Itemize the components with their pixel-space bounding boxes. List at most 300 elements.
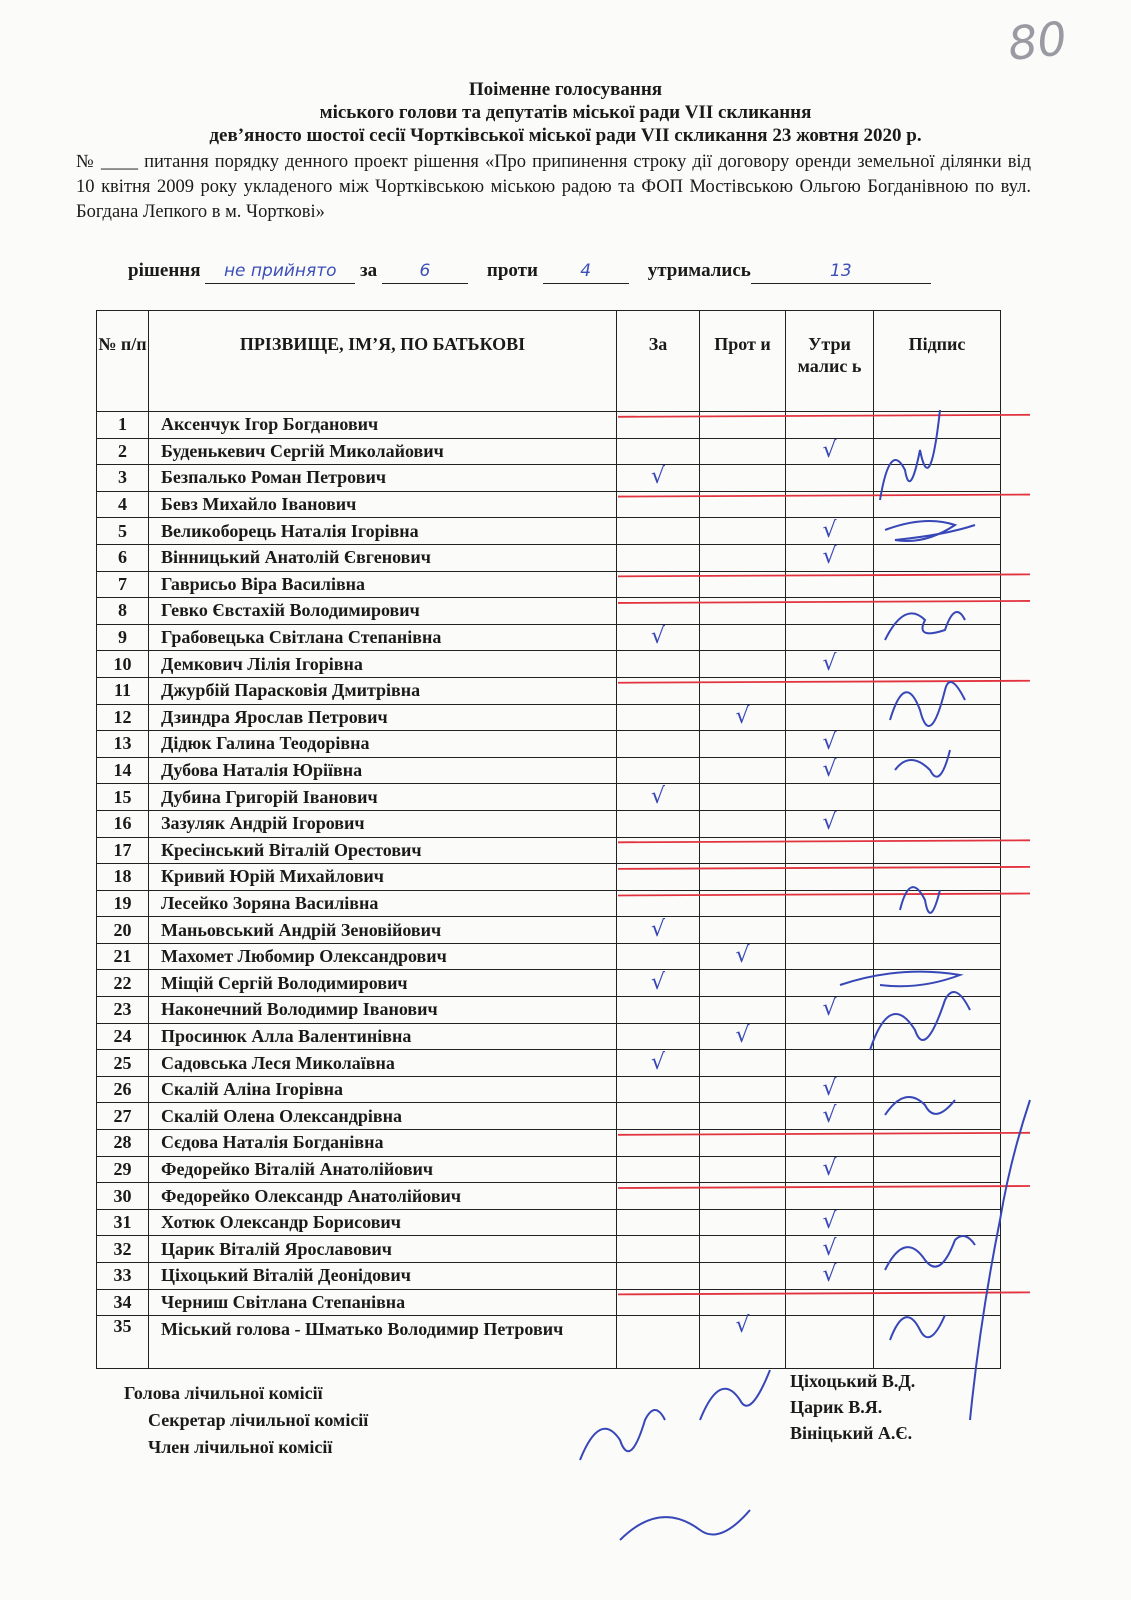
deputy-name: Скалій Аліна Ігорівна [149,1076,617,1103]
vote-for-cell [617,970,700,997]
table-row [97,1050,1001,1077]
vote-abstain-cell [786,970,874,997]
row-number: 27 [97,1103,149,1130]
vote-abstain-cell [786,1076,874,1103]
commission-member-label: Член лічильної комісії [148,1437,333,1457]
signature-cell [874,1236,1001,1263]
vote-for-cell [617,731,700,758]
deputy-name: Сєдова Наталія Богданівна [149,1130,617,1157]
vote-against-cell [700,438,786,465]
vote-for-cell [617,917,700,944]
commission-secretary-name: Царик В.Я. [790,1397,883,1417]
table-row [97,1183,1001,1210]
check-mark-icon: √ [822,544,837,570]
vote-for-cell [617,1130,700,1157]
check-mark-icon: √ [822,757,837,783]
vote-against-cell [700,890,786,917]
header-against: Прот и [700,311,786,412]
deputy-name: Дзиндра Ярослав Петрович [149,704,617,731]
row-number: 29 [97,1156,149,1183]
vote-for-cell [617,571,700,598]
table-row [97,412,1001,439]
check-mark-icon: √ [822,1235,837,1261]
table-row [97,890,1001,917]
deputy-name: Міський голова - Шматько Володимир Петрович [149,1316,617,1369]
vote-against-cell [700,837,786,864]
vote-against-cell [700,518,786,545]
row-number: 28 [97,1130,149,1157]
vote-against-cell [700,704,786,731]
table-row [97,970,1001,997]
vote-abstain-cell [786,704,874,731]
header-num: № п/п [97,311,149,412]
roll-call-table [96,310,1001,1369]
signature-cell [874,571,1001,598]
deputy-name: Черниш Світлана Степанівна [149,1289,617,1316]
row-number: 9 [97,624,149,651]
vote-against-cell [700,1313,786,1369]
table-row [97,704,1001,731]
vote-abstain-cell [786,917,874,944]
deputy-name: Буденькевич Сергій Миколайович [149,438,617,465]
signature-cell [874,412,1001,439]
vote-for-cell [617,624,700,651]
signature-cell [874,465,1001,492]
row-number: 14 [97,757,149,784]
vote-against-cell [700,624,786,651]
row-number: 7 [97,571,149,598]
vote-for-cell [617,598,700,625]
vote-against-cell [700,997,786,1024]
check-mark-icon: √ [822,650,837,676]
table-row [97,1076,1001,1103]
row-number: 30 [97,1183,149,1210]
deputy-name: Вінницький Анатолій Євгенович [149,544,617,571]
row-number: 3 [97,465,149,492]
vote-for-cell [617,1050,700,1077]
deputy-name: Скалій Олена Олександрівна [149,1103,617,1130]
signature-cell [874,943,1001,970]
table-row [97,651,1001,678]
check-mark-icon: √ [822,1209,837,1235]
deputy-name: Джурбій Парасковія Дмитрівна [149,677,617,704]
check-mark-icon: √ [822,730,837,756]
row-number: 24 [97,1023,149,1050]
for-label: за [360,260,378,281]
vote-for-cell [617,837,700,864]
header-signature: Підпис [874,311,1001,412]
row-number: 5 [97,518,149,545]
vote-abstain-cell [786,1183,874,1210]
vote-abstain-cell [786,1130,874,1157]
row-number: 31 [97,1209,149,1236]
row-number: 23 [97,997,149,1024]
header-name: ПРІЗВИЩЕ, ІМ’Я, ПО БАТЬКОВІ [149,311,617,412]
signature-cell [874,438,1001,465]
vote-for-cell [617,864,700,891]
session-line: дев’яносто шостої сесії Чортківської міської ради VII скликання 23 жовтня 2020 р. [209,125,922,146]
commission-secretary-label: Секретар лічильної комісії [148,1410,369,1430]
row-number: 1 [97,412,149,439]
deputy-name: Дідюк Галина Теодорівна [149,731,617,758]
check-mark-icon: √ [650,1049,666,1075]
signature-cell [874,651,1001,678]
table-row [97,624,1001,651]
deputy-name: Дубина Григорій Іванович [149,784,617,811]
check-mark-icon: √ [822,1262,837,1288]
row-number: 8 [97,598,149,625]
vote-against-cell [700,943,786,970]
for-count: 6 [382,261,468,284]
vote-abstain-cell [786,864,874,891]
vote-abstain-cell [786,1023,874,1050]
vote-abstain-cell [786,810,874,837]
vote-abstain-cell [786,784,874,811]
signature-cell [874,598,1001,625]
table-row [97,837,1001,864]
vote-against-cell [700,1183,786,1210]
vote-against-cell [700,757,786,784]
vote-abstain-cell [786,491,874,518]
vote-abstain-cell [786,1209,874,1236]
row-number: 15 [97,784,149,811]
vote-for-cell [617,1236,700,1263]
table-row [97,1209,1001,1236]
row-number: 4 [97,491,149,518]
check-mark-icon: √ [735,943,750,969]
signature-cell [874,1130,1001,1157]
vote-abstain-cell [786,757,874,784]
table-header-row [97,311,1001,412]
table-row [97,465,1001,492]
deputy-name: Царик Віталій Ярославович [149,1236,617,1263]
signature-cell [874,704,1001,731]
check-mark-icon: √ [650,783,666,809]
vote-against-cell [700,651,786,678]
vote-for-cell [617,518,700,545]
table-row [97,438,1001,465]
vote-abstain-cell [786,943,874,970]
vote-for-cell [617,412,700,439]
row-number: 13 [97,731,149,758]
header-abstain: Утри малис ь [786,311,874,412]
deputy-name: Маньовський Андрій Зеновійович [149,917,617,944]
deputy-name: Ціхоцький Віталій Деонідович [149,1263,617,1290]
vote-for-cell [617,890,700,917]
vote-for-cell [617,1263,700,1290]
deputy-name: Федорейко Олександр Анатолійович [149,1183,617,1210]
decision-label: рішення [128,260,201,281]
row-number: 16 [97,810,149,837]
row-number: 20 [97,917,149,944]
row-number: 2 [97,438,149,465]
row-number: 34 [97,1289,149,1316]
signature-cell [874,837,1001,864]
table-row [97,571,1001,598]
vote-against-cell [700,544,786,571]
vote-against-cell [700,810,786,837]
vote-against-cell [700,1289,786,1316]
table-row [97,757,1001,784]
signature-cell [874,970,1001,997]
check-mark-icon: √ [650,969,666,995]
signature-cell [874,997,1001,1024]
vote-abstain-cell [786,837,874,864]
vote-for-cell [617,810,700,837]
deputy-name: Наконечний Володимир Іванович [149,997,617,1024]
vote-against-cell [700,598,786,625]
vote-for-cell [617,943,700,970]
commission-chair-name: Ціхоцький В.Д. [790,1371,916,1391]
document-title: Поіменне голосування [468,79,663,100]
table-row [97,1130,1001,1157]
table-row [97,1316,1001,1369]
deputy-name: Грабовецька Світлана Степанівна [149,624,617,651]
signature-cell [874,917,1001,944]
table-row [97,491,1001,518]
vote-for-cell [617,757,700,784]
row-number: 35 [97,1316,149,1369]
table-row [97,1156,1001,1183]
agenda-item-text: № ____ питання порядку денного проект рішення «Про припинення строку дії договору оренди земельної ділянки від 10 квітня 2009 року укладеного між Чортківською міською радою та ФОП Мостівською Ольгою Богданівною по вул. Богдана Лепкого в м. Чорткові» [76,152,1031,222]
vote-abstain-cell [786,731,874,758]
vote-abstain-cell [786,1263,874,1290]
vote-against-cell [700,1050,786,1077]
signature-cell [874,864,1001,891]
vote-abstain-cell [786,598,874,625]
vote-abstain-cell [786,1316,874,1369]
deputy-name: Кривий Юрій Михайлович [149,864,617,891]
signature-cell [874,1183,1001,1210]
row-number: 12 [97,704,149,731]
deputy-name: Хотюк Олександр Борисович [149,1209,617,1236]
signature-mark [700,1370,770,1420]
vote-abstain-cell [786,518,874,545]
vote-against-cell [700,1236,786,1263]
decision-result: не прийнято [205,261,355,284]
vote-for-cell [617,1103,700,1130]
signature-cell [874,1289,1001,1316]
row-number: 17 [97,837,149,864]
signature-cell [874,1316,1001,1369]
check-mark-icon: √ [822,1076,837,1102]
table-row [97,1103,1001,1130]
signature-cell [874,1156,1001,1183]
signature-cell [874,890,1001,917]
signature-cell [874,518,1001,545]
check-mark-icon: √ [822,996,837,1022]
vote-for-cell [617,1183,700,1210]
vote-against-cell [700,1023,786,1050]
table-row [97,1263,1001,1290]
check-mark-icon: √ [735,1022,750,1048]
row-number: 21 [97,943,149,970]
deputy-name: Гевко Євстахій Володимирович [149,598,617,625]
row-number: 32 [97,1236,149,1263]
table-row [97,518,1001,545]
vote-against-cell [700,1076,786,1103]
vote-against-cell [700,731,786,758]
signature-cell [874,731,1001,758]
vote-for-cell [617,1316,700,1369]
vote-abstain-cell [786,1289,874,1316]
vote-for-cell [617,491,700,518]
against-count: 4 [543,261,629,284]
vote-abstain-cell [786,890,874,917]
row-number: 6 [97,544,149,571]
vote-against-cell [700,491,786,518]
vote-for-cell [617,1289,700,1316]
deputy-name: Дубова Наталія Юріївна [149,757,617,784]
row-number: 19 [97,890,149,917]
table-row [97,1289,1001,1316]
check-mark-icon: √ [650,464,666,490]
signature-cell [874,757,1001,784]
deputy-name: Гаврисьо Віра Василівна [149,571,617,598]
commission-chair-label: Голова лічильної комісії [124,1383,323,1403]
check-mark-icon: √ [650,916,666,942]
vote-against-cell [700,1209,786,1236]
signature-mark [620,1510,750,1540]
signature-cell [874,1050,1001,1077]
row-number: 25 [97,1050,149,1077]
table-row [97,1023,1001,1050]
table-row [97,917,1001,944]
deputy-name: Садовська Леся Миколаївна [149,1050,617,1077]
table-row [97,1236,1001,1263]
deputy-name: Махомет Любомир Олександрович [149,943,617,970]
table-row [97,810,1001,837]
signature-cell [874,544,1001,571]
vote-for-cell [617,651,700,678]
signature-cell [874,1023,1001,1050]
table-row [97,864,1001,891]
vote-abstain-cell [786,651,874,678]
vote-against-cell [700,1156,786,1183]
vote-for-cell [617,997,700,1024]
vote-for-cell [617,704,700,731]
vote-abstain-cell [786,544,874,571]
signature-cell [874,677,1001,704]
document-subtitle: міського голови та депутатів міської ради VII скликання [319,102,812,123]
vote-abstain-cell [786,438,874,465]
deputy-name: Великоборець Наталія Ігорівна [149,518,617,545]
table-row [97,943,1001,970]
vote-abstain-cell [786,997,874,1024]
commission-member-name: Вініцький А.Є. [790,1423,913,1443]
vote-for-cell [617,1076,700,1103]
vote-against-cell [700,412,786,439]
deputy-name: Бевз Михайло Іванович [149,491,617,518]
check-mark-icon: √ [650,624,666,650]
vote-for-cell [617,544,700,571]
row-number: 33 [97,1263,149,1290]
vote-for-cell [617,677,700,704]
vote-against-cell [700,784,786,811]
vote-abstain-cell [786,677,874,704]
signature-cell [874,1103,1001,1130]
signature-cell [874,1263,1001,1290]
signature-cell [874,784,1001,811]
vote-for-cell [617,1156,700,1183]
table-row [97,997,1001,1024]
abstain-label: утримались [647,260,751,281]
row-number: 10 [97,651,149,678]
check-mark-icon: √ [822,1155,837,1181]
deputy-name: Просинюк Алла Валентинівна [149,1023,617,1050]
check-mark-icon: √ [822,517,837,543]
table-row [97,598,1001,625]
table-row [97,677,1001,704]
deputy-name: Федорейко Віталій Анатолійович [149,1156,617,1183]
check-mark-icon: √ [822,437,837,463]
signature-cell [874,1076,1001,1103]
row-number: 18 [97,864,149,891]
signature-cell [874,624,1001,651]
deputy-name: Лесейко Зоряна Василівна [149,890,617,917]
vote-against-cell [700,1263,786,1290]
table-row [97,544,1001,571]
vote-abstain-cell [786,1156,874,1183]
against-label: проти [486,260,538,281]
vote-for-cell [617,438,700,465]
abstain-count: 13 [751,261,931,284]
vote-abstain-cell [786,571,874,598]
vote-abstain-cell [786,1103,874,1130]
vote-against-cell [700,864,786,891]
vote-for-cell [617,1023,700,1050]
check-mark-icon: √ [822,810,837,836]
table-row [97,731,1001,758]
vote-against-cell [700,917,786,944]
vote-for-cell [617,465,700,492]
row-number: 26 [97,1076,149,1103]
signature-cell [874,810,1001,837]
check-mark-icon: √ [735,1313,750,1339]
vote-against-cell [700,1103,786,1130]
signature-cell [874,1209,1001,1236]
row-number: 11 [97,677,149,704]
vote-for-cell [617,784,700,811]
signature-mark [580,1410,665,1460]
deputy-name: Кресінський Віталій Орестович [149,837,617,864]
vote-abstain-cell [786,624,874,651]
header-for: За [617,311,700,412]
check-mark-icon: √ [735,703,750,729]
decision-summary [128,260,931,284]
table-row [97,784,1001,811]
vote-against-cell [700,571,786,598]
vote-against-cell [700,1130,786,1157]
vote-abstain-cell [786,1236,874,1263]
signature-cell [874,491,1001,518]
deputy-name: Зазуляк Андрій Ігорович [149,810,617,837]
vote-against-cell [700,970,786,997]
deputy-name: Безпалько Роман Петрович [149,465,617,492]
deputy-name: Міщій Сергій Володимирович [149,970,617,997]
vote-abstain-cell [786,412,874,439]
vote-for-cell [617,1209,700,1236]
vote-against-cell [700,465,786,492]
check-mark-icon: √ [822,1102,837,1128]
deputy-name: Демкович Лілія Ігорівна [149,651,617,678]
vote-abstain-cell [786,465,874,492]
deputy-name: Аксенчук Ігор Богданович [149,412,617,439]
vote-abstain-cell [786,1050,874,1077]
vote-against-cell [700,677,786,704]
page-number: 80 [1005,11,1070,71]
row-number: 22 [97,970,149,997]
